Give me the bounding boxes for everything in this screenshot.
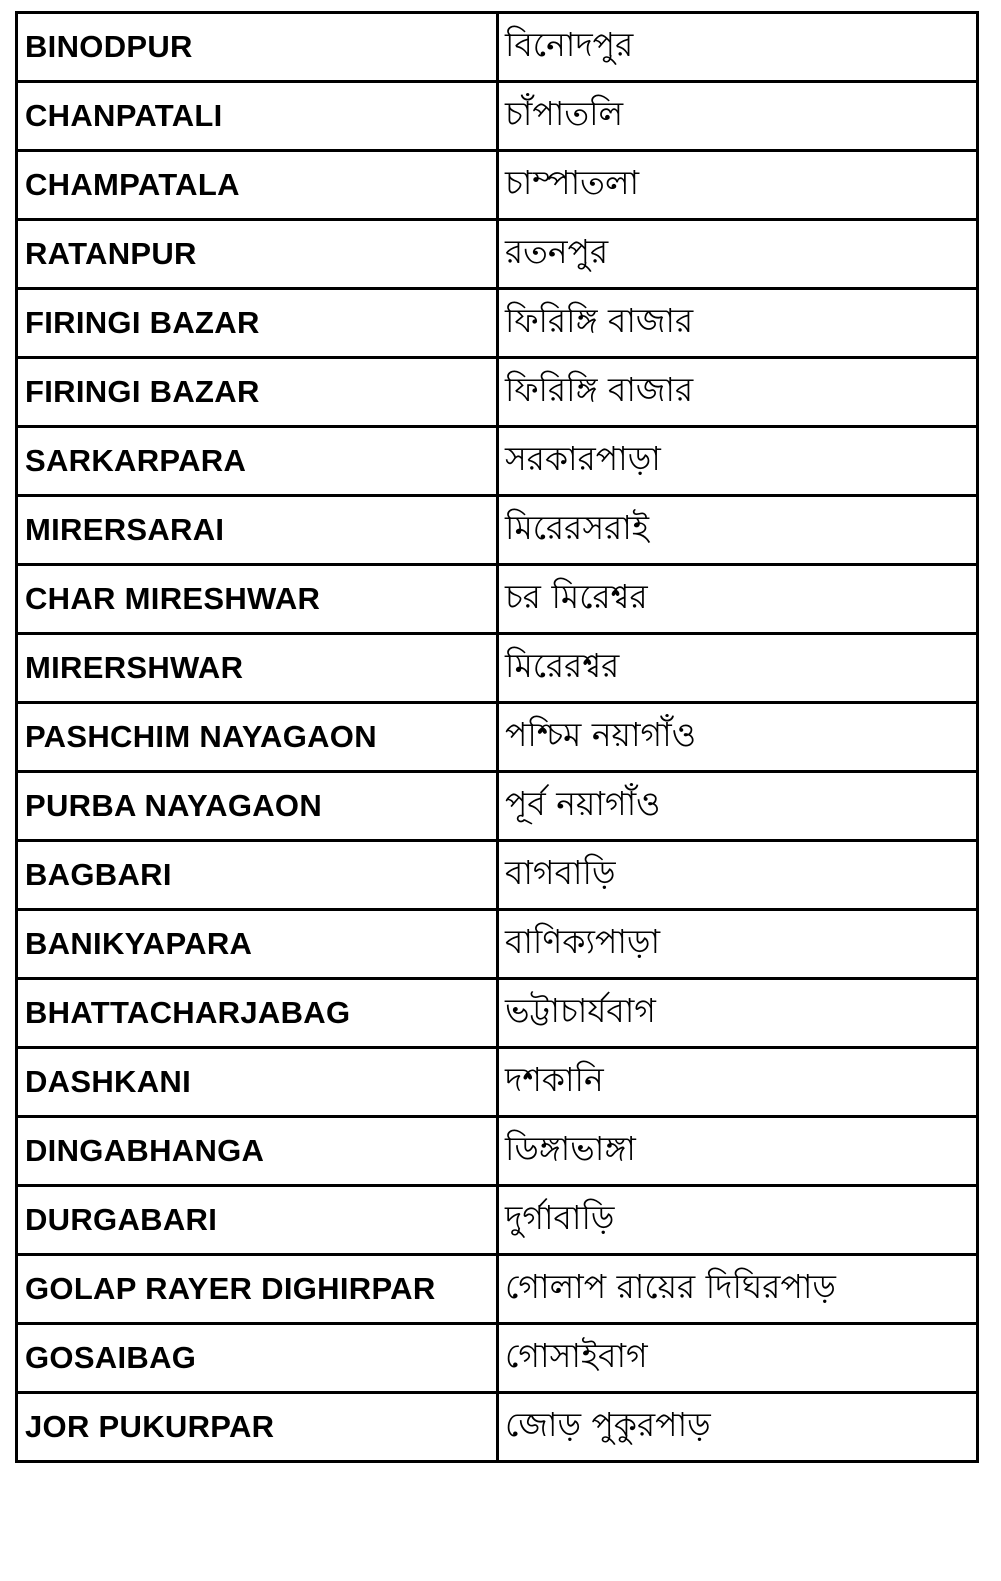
- table-row: [15, 1118, 979, 1187]
- english-name-cell: SARKARPARA: [15, 428, 496, 494]
- bengali-name-cell: সরকারপাড়া: [496, 428, 979, 494]
- english-name-cell: BANIKYAPARA: [15, 911, 496, 977]
- table-row: [15, 980, 979, 1049]
- english-name-cell: RATANPUR: [15, 221, 496, 287]
- table-row: [15, 1394, 979, 1463]
- table-row: [15, 1187, 979, 1256]
- table-row: [15, 497, 979, 566]
- bengali-name-cell: রতনপুর: [496, 221, 979, 287]
- table-row: [15, 14, 979, 83]
- bengali-name-cell: ডিঙ্গাভাঙ্গা: [496, 1118, 979, 1184]
- bengali-name-cell: ফিরিঙ্গি বাজার: [496, 359, 979, 425]
- table-row: [15, 221, 979, 290]
- bengali-name-cell: চাম্পাতলা: [496, 152, 979, 218]
- english-name-cell: MIRERSARAI: [15, 497, 496, 563]
- bengali-name-cell: বাণিক্যপাড়া: [496, 911, 979, 977]
- bengali-name-cell: চাঁপাতলি: [496, 83, 979, 149]
- english-name-cell: CHAMPATALA: [15, 152, 496, 218]
- table-row: [15, 773, 979, 842]
- bengali-name-cell: বাগবাড়ি: [496, 842, 979, 908]
- english-name-cell: DINGABHANGA: [15, 1118, 496, 1184]
- english-name-cell: PURBA NAYAGAON: [15, 773, 496, 839]
- table-row: [15, 704, 979, 773]
- bengali-name-cell: গোলাপ রায়ের দিঘিরপাড়: [496, 1256, 979, 1322]
- bengali-name-cell: বিনোদপুর: [496, 14, 979, 80]
- english-name-cell: BHATTACHARJABAG: [15, 980, 496, 1046]
- bengali-name-cell: জোড় পুকুরপাড়: [496, 1394, 979, 1460]
- english-name-cell: CHANPATALI: [15, 83, 496, 149]
- english-name-cell: JOR PUKURPAR: [15, 1394, 496, 1460]
- bengali-name-cell: চর মিরেশ্বর: [496, 566, 979, 632]
- bengali-name-cell: পূর্ব নয়াগাঁও: [496, 773, 979, 839]
- english-name-cell: MIRERSHWAR: [15, 635, 496, 701]
- table-row: [15, 1049, 979, 1118]
- bengali-name-cell: মিরেরসরাই: [496, 497, 979, 563]
- english-name-cell: GOLAP RAYER DIGHIRPAR: [15, 1256, 496, 1322]
- table-row: [15, 152, 979, 221]
- english-name-cell: FIRINGI BAZAR: [15, 290, 496, 356]
- bengali-name-cell: মিরেরশ্বর: [496, 635, 979, 701]
- english-name-cell: PASHCHIM NAYAGAON: [15, 704, 496, 770]
- table-row: [15, 428, 979, 497]
- bengali-name-cell: দুর্গাবাড়ি: [496, 1187, 979, 1253]
- english-name-cell: DASHKANI: [15, 1049, 496, 1115]
- table-row: [15, 1325, 979, 1394]
- bengali-name-cell: দশকানি: [496, 1049, 979, 1115]
- bengali-name-cell: গোসাইবাগ: [496, 1325, 979, 1391]
- english-name-cell: BAGBARI: [15, 842, 496, 908]
- bengali-name-cell: ভট্টাচার্যবাগ: [496, 980, 979, 1046]
- table-row: [15, 359, 979, 428]
- table-row: [15, 1256, 979, 1325]
- english-name-cell: FIRINGI BAZAR: [15, 359, 496, 425]
- table-row: [15, 842, 979, 911]
- table-row: [15, 911, 979, 980]
- place-name-table: [15, 11, 979, 1463]
- table-row: [15, 83, 979, 152]
- bengali-name-cell: ফিরিঙ্গি বাজার: [496, 290, 979, 356]
- table-row: [15, 635, 979, 704]
- table-row: [15, 566, 979, 635]
- english-name-cell: BINODPUR: [15, 14, 496, 80]
- table-row: [15, 290, 979, 359]
- english-name-cell: CHAR MIRESHWAR: [15, 566, 496, 632]
- bengali-name-cell: পশ্চিম নয়াগাঁও: [496, 704, 979, 770]
- english-name-cell: DURGABARI: [15, 1187, 496, 1253]
- english-name-cell: GOSAIBAG: [15, 1325, 496, 1391]
